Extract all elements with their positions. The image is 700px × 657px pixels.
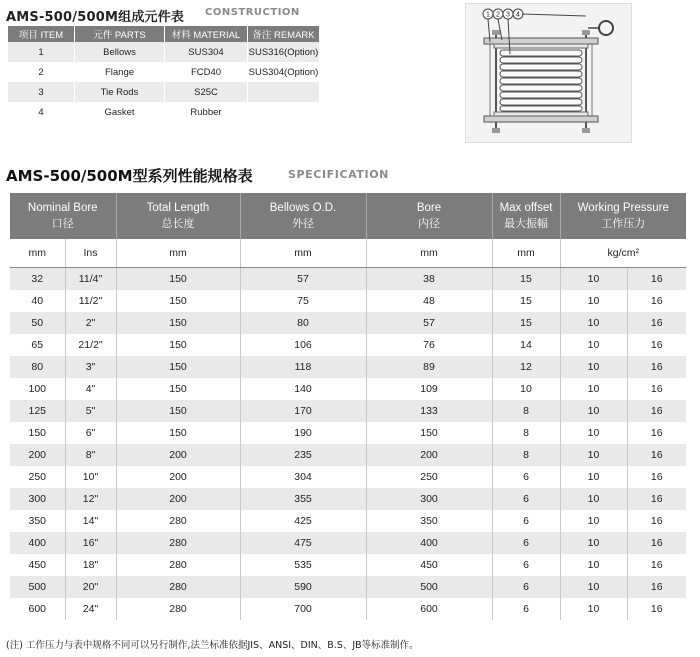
footnote: (注) 工作压力与表中规格不同可以另行制作,法兰标准依据JIS、ANSI、DIN、B.S、JB等标准制作。 (6, 640, 419, 651)
table-row (10, 554, 686, 576)
material-cell: FCD40 (165, 62, 248, 82)
pressure-low-cell: 10 (560, 444, 627, 466)
nominal-mm-cell: 80 (10, 356, 65, 378)
table-row (10, 268, 686, 291)
unit-cell: mm (10, 239, 65, 268)
header-bore: Bore 内径 (366, 193, 492, 239)
total-length-cell: 280 (116, 510, 240, 532)
bore-cell: 200 (366, 444, 492, 466)
pressure-high-cell: 16 (627, 268, 686, 291)
bellows-od-cell: 106 (240, 334, 366, 356)
header-working-pressure: Working Pressure 工作压力 (560, 193, 686, 239)
table-row (10, 356, 686, 378)
header-item: 项目 ITEM (8, 26, 75, 42)
pressure-low-cell: 10 (560, 400, 627, 422)
total-length-cell: 200 (116, 444, 240, 466)
construction-subtitle: CONSTRUCTION (205, 7, 300, 18)
nominal-mm-cell: 65 (10, 334, 65, 356)
bore-cell: 48 (366, 290, 492, 312)
table-row (10, 598, 686, 620)
pressure-high-cell: 16 (627, 554, 686, 576)
material-cell: S25C (165, 82, 248, 102)
table-row (10, 290, 686, 312)
pressure-low-cell: 10 (560, 356, 627, 378)
table-row (10, 488, 686, 510)
nominal-mm-cell: 300 (10, 488, 65, 510)
max-offset-cell: 6 (492, 598, 560, 620)
bore-cell: 150 (366, 422, 492, 444)
expansion-joint-drawing (465, 3, 632, 143)
bore-cell: 400 (366, 532, 492, 554)
pressure-high-cell: 16 (627, 598, 686, 620)
pressure-low-cell: 10 (560, 598, 627, 620)
total-length-cell: 150 (116, 312, 240, 334)
total-length-cell: 150 (116, 378, 240, 400)
total-length-cell: 280 (116, 554, 240, 576)
item-cell: 1 (8, 42, 75, 62)
total-length-cell: 280 (116, 532, 240, 554)
bore-cell: 133 (366, 400, 492, 422)
nominal-mm-cell: 150 (10, 422, 65, 444)
bore-cell: 350 (366, 510, 492, 532)
nominal-mm-cell: 450 (10, 554, 65, 576)
nominal-ins-cell: 14" (65, 510, 116, 532)
bore-cell: 89 (366, 356, 492, 378)
total-length-cell: 150 (116, 268, 240, 291)
pressure-low-cell: 10 (560, 312, 627, 334)
pressure-high-cell: 16 (627, 290, 686, 312)
table-row (10, 334, 686, 356)
nominal-ins-cell: 5" (65, 400, 116, 422)
table-row (8, 102, 319, 122)
bellows-od-cell: 75 (240, 290, 366, 312)
total-length-cell: 200 (116, 466, 240, 488)
pressure-high-cell: 16 (627, 422, 686, 444)
bellows-od-cell: 700 (240, 598, 366, 620)
pressure-low-cell: 10 (560, 488, 627, 510)
header-remark: 备注 REMARK (248, 26, 320, 42)
unit-cell: mm (492, 239, 560, 268)
unit-cell: Ins (65, 239, 116, 268)
pressure-high-cell: 16 (627, 400, 686, 422)
table-row (8, 82, 319, 102)
bellows-od-cell: 170 (240, 400, 366, 422)
construction-table (8, 26, 319, 122)
table-row (10, 422, 686, 444)
nominal-mm-cell: 50 (10, 312, 65, 334)
bellows-od-cell: 425 (240, 510, 366, 532)
nominal-mm-cell: 600 (10, 598, 65, 620)
bore-cell: 600 (366, 598, 492, 620)
max-offset-cell: 8 (492, 400, 560, 422)
nominal-mm-cell: 32 (10, 268, 65, 291)
nominal-mm-cell: 500 (10, 576, 65, 598)
table-row (10, 400, 686, 422)
pressure-low-cell: 10 (560, 510, 627, 532)
nominal-ins-cell: 16" (65, 532, 116, 554)
bore-cell: 500 (366, 576, 492, 598)
header-material: 材料 MATERIAL (165, 26, 248, 42)
pressure-high-cell: 16 (627, 576, 686, 598)
max-offset-cell: 12 (492, 356, 560, 378)
pressure-low-cell: 10 (560, 422, 627, 444)
table-row (10, 466, 686, 488)
total-length-cell: 150 (116, 356, 240, 378)
total-length-cell: 200 (116, 488, 240, 510)
max-offset-cell: 8 (492, 422, 560, 444)
item-cell: 2 (8, 62, 75, 82)
part-cell: Gasket (75, 102, 165, 122)
material-cell: Rubber (165, 102, 248, 122)
unit-cell: kg/cm² (560, 239, 686, 268)
total-length-cell: 280 (116, 576, 240, 598)
total-length-cell: 150 (116, 400, 240, 422)
max-offset-cell: 6 (492, 466, 560, 488)
bellows-od-cell: 235 (240, 444, 366, 466)
pressure-low-cell: 10 (560, 268, 627, 291)
max-offset-cell: 8 (492, 444, 560, 466)
unit-cell: mm (116, 239, 240, 268)
nominal-mm-cell: 400 (10, 532, 65, 554)
max-offset-cell: 6 (492, 488, 560, 510)
item-cell: 3 (8, 82, 75, 102)
header-total-length: Total Length 总长度 (116, 193, 240, 239)
remark-cell (248, 82, 320, 102)
bellows-od-cell: 535 (240, 554, 366, 576)
nominal-ins-cell: 20" (65, 576, 116, 598)
table-row (10, 378, 686, 400)
bore-cell: 109 (366, 378, 492, 400)
header-nominal-bore: Nominal Bore 口径 (10, 193, 116, 239)
bellows-od-cell: 118 (240, 356, 366, 378)
bellows-od-cell: 57 (240, 268, 366, 291)
nominal-ins-cell: 3" (65, 356, 116, 378)
total-length-cell: 150 (116, 422, 240, 444)
bellows-od-cell: 355 (240, 488, 366, 510)
units-row (10, 239, 686, 268)
bellows-od-cell: 590 (240, 576, 366, 598)
max-offset-cell: 15 (492, 312, 560, 334)
max-offset-cell: 6 (492, 576, 560, 598)
bellows-od-cell: 304 (240, 466, 366, 488)
nominal-ins-cell: 24" (65, 598, 116, 620)
expansion-joint-illustration (466, 4, 631, 142)
callout-label: 1 (486, 11, 490, 19)
table-row (10, 510, 686, 532)
total-length-cell: 150 (116, 334, 240, 356)
pressure-high-cell: 16 (627, 444, 686, 466)
bore-cell: 76 (366, 334, 492, 356)
callout-label: 2 (496, 11, 500, 19)
bore-cell: 300 (366, 488, 492, 510)
total-length-cell: 280 (116, 598, 240, 620)
pressure-low-cell: 10 (560, 290, 627, 312)
bore-cell: 250 (366, 466, 492, 488)
nominal-ins-cell: 11/2" (65, 290, 116, 312)
total-length-cell: 150 (116, 290, 240, 312)
nominal-mm-cell: 250 (10, 466, 65, 488)
bore-cell: 450 (366, 554, 492, 576)
bellows-od-cell: 190 (240, 422, 366, 444)
nominal-ins-cell: 4" (65, 378, 116, 400)
nominal-ins-cell: 6" (65, 422, 116, 444)
part-cell: Flange (75, 62, 165, 82)
nominal-ins-cell: 11/4" (65, 268, 116, 291)
nominal-ins-cell: 10" (65, 466, 116, 488)
specification-title: AMS-500/500M型系列性能规格表 (6, 167, 253, 185)
material-cell: SUS304 (165, 42, 248, 62)
pressure-high-cell: 16 (627, 334, 686, 356)
remark-cell: SUS304(Option) (248, 62, 320, 82)
pressure-low-cell: 10 (560, 378, 627, 400)
max-offset-cell: 10 (492, 378, 560, 400)
max-offset-cell: 6 (492, 532, 560, 554)
nominal-mm-cell: 125 (10, 400, 65, 422)
nominal-ins-cell: 18" (65, 554, 116, 576)
nominal-mm-cell: 200 (10, 444, 65, 466)
nominal-mm-cell: 350 (10, 510, 65, 532)
construction-title: AMS-500/500M组成元件表 (6, 10, 185, 25)
pressure-high-cell: 16 (627, 488, 686, 510)
table-row (8, 62, 319, 82)
pressure-high-cell: 16 (627, 510, 686, 532)
header-max-offset: Max offset 最大振幅 (492, 193, 560, 239)
unit-cell: mm (240, 239, 366, 268)
max-offset-cell: 15 (492, 268, 560, 291)
max-offset-cell: 14 (492, 334, 560, 356)
pressure-low-cell: 10 (560, 532, 627, 554)
pressure-low-cell: 10 (560, 466, 627, 488)
pressure-high-cell: 16 (627, 378, 686, 400)
table-row (10, 312, 686, 334)
part-cell: Tie Rods (75, 82, 165, 102)
unit-cell: mm (366, 239, 492, 268)
nominal-mm-cell: 100 (10, 378, 65, 400)
part-cell: Bellows (75, 42, 165, 62)
remark-cell (248, 102, 320, 122)
remark-cell: SUS316(Option) (248, 42, 320, 62)
pressure-high-cell: 16 (627, 356, 686, 378)
bore-cell: 57 (366, 312, 492, 334)
bellows-od-cell: 140 (240, 378, 366, 400)
bellows-od-cell: 80 (240, 312, 366, 334)
max-offset-cell: 15 (492, 290, 560, 312)
bellows-od-cell: 475 (240, 532, 366, 554)
header-parts: 元件 PARTS (75, 26, 165, 42)
pressure-low-cell: 10 (560, 576, 627, 598)
table-row (10, 532, 686, 554)
max-offset-cell: 6 (492, 554, 560, 576)
specification-header-row (10, 193, 686, 239)
table-row (10, 576, 686, 598)
pressure-low-cell: 10 (560, 554, 627, 576)
nominal-ins-cell: 12" (65, 488, 116, 510)
nominal-ins-cell: 8" (65, 444, 116, 466)
nominal-ins-cell: 21/2" (65, 334, 116, 356)
table-row (8, 42, 319, 62)
pressure-high-cell: 16 (627, 466, 686, 488)
callout-label: 3 (506, 11, 510, 19)
table-row (10, 444, 686, 466)
construction-header-row (8, 26, 319, 42)
max-offset-cell: 6 (492, 510, 560, 532)
header-bellows-od: Bellows O.D. 外径 (240, 193, 366, 239)
specification-table (10, 193, 686, 620)
pressure-low-cell: 10 (560, 334, 627, 356)
pressure-high-cell: 16 (627, 532, 686, 554)
callout-label: 4 (516, 11, 520, 19)
nominal-mm-cell: 40 (10, 290, 65, 312)
specification-subtitle: SPECIFICATION (288, 168, 389, 181)
pressure-high-cell: 16 (627, 312, 686, 334)
item-cell: 4 (8, 102, 75, 122)
bore-cell: 38 (366, 268, 492, 291)
nominal-ins-cell: 2" (65, 312, 116, 334)
